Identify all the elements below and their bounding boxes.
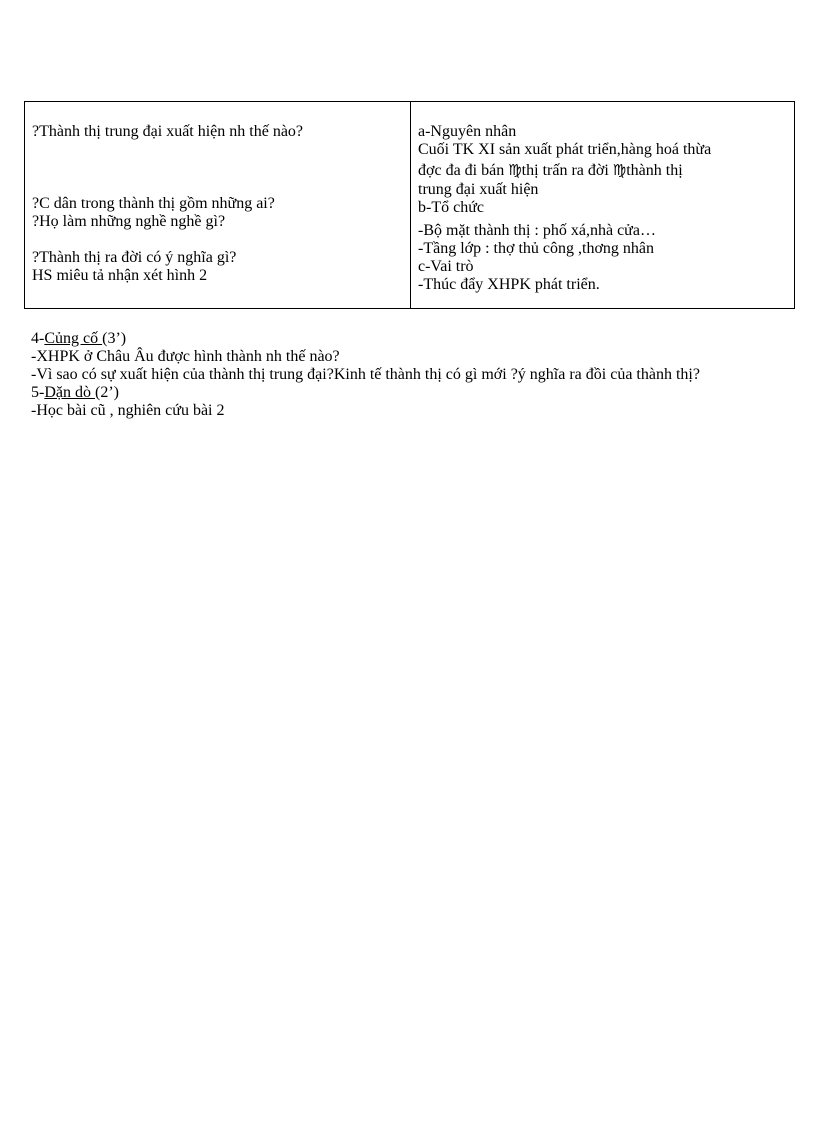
question-2: ?C dân trong thành thị gồm những ai?: [32, 195, 275, 212]
cause-line-1: Cuối TK XI sản xuất phát triển,hàng hoá thừa: [418, 141, 712, 158]
homework-title: Dặn dò: [44, 384, 95, 401]
cause-line-2-part-1: đợc đa đi bán: [418, 162, 509, 179]
role-heading: c-Vai trò: [418, 258, 474, 275]
question-4: ?Thành thị ra đời có ý nghĩa gì?: [32, 249, 237, 266]
consolidation-title: Củng cố: [44, 330, 103, 347]
consolidation-heading: [31, 330, 791, 348]
homework-heading: [31, 384, 791, 402]
answers-column: [411, 102, 794, 308]
consolidation-question-1: -XHPK ở Châu Âu được hình thành nh thế nào?: [31, 348, 340, 365]
consolidation-time: (3’): [102, 330, 127, 347]
lesson-table: [24, 101, 795, 309]
organization-line-1: -Bộ mặt thành thị : phố xá,nhà cửa…: [418, 222, 656, 239]
question-1: ?Thành thị trung đại xuất hiện nh thế nào?: [32, 123, 304, 140]
arrow-icon: ♍: [612, 161, 627, 179]
review-section: [31, 330, 791, 420]
cause-line-2-part-2: thị trấn ra đời: [521, 162, 613, 179]
cause-line-3: trung đại xuất hiện: [418, 181, 539, 198]
cause-heading: a-Nguyên nhân: [418, 123, 517, 140]
cause-line-2-part-3: thành thị: [626, 162, 683, 179]
questions-column: [25, 102, 411, 308]
cause-line-2: [418, 161, 683, 180]
homework-time: (2’): [94, 384, 119, 401]
organization-heading: b-Tổ chức: [418, 199, 484, 216]
arrow-icon: ♍: [508, 161, 522, 179]
homework-task: -Học bài cũ , nghiên cứu bài 2: [31, 402, 225, 419]
organization-line-2: -Tầng lớp : thợ thủ công ,thơng nhân: [418, 240, 655, 257]
question-3: ?Họ làm những nghề nghề gì?: [32, 213, 226, 230]
consolidation-number: 4-: [31, 330, 45, 347]
question-5: HS miêu tả nhận xét hình 2: [32, 267, 208, 284]
homework-number: 5-: [31, 384, 45, 401]
role-line-1: -Thúc đẩy XHPK phát triển.: [418, 276, 600, 293]
consolidation-question-2: -Vì sao có sự xuất hiện của thành thị trung đại?Kinh tế thành thị có gì mới ?ý nghĩa ra đồi của thành thị?: [31, 366, 700, 383]
